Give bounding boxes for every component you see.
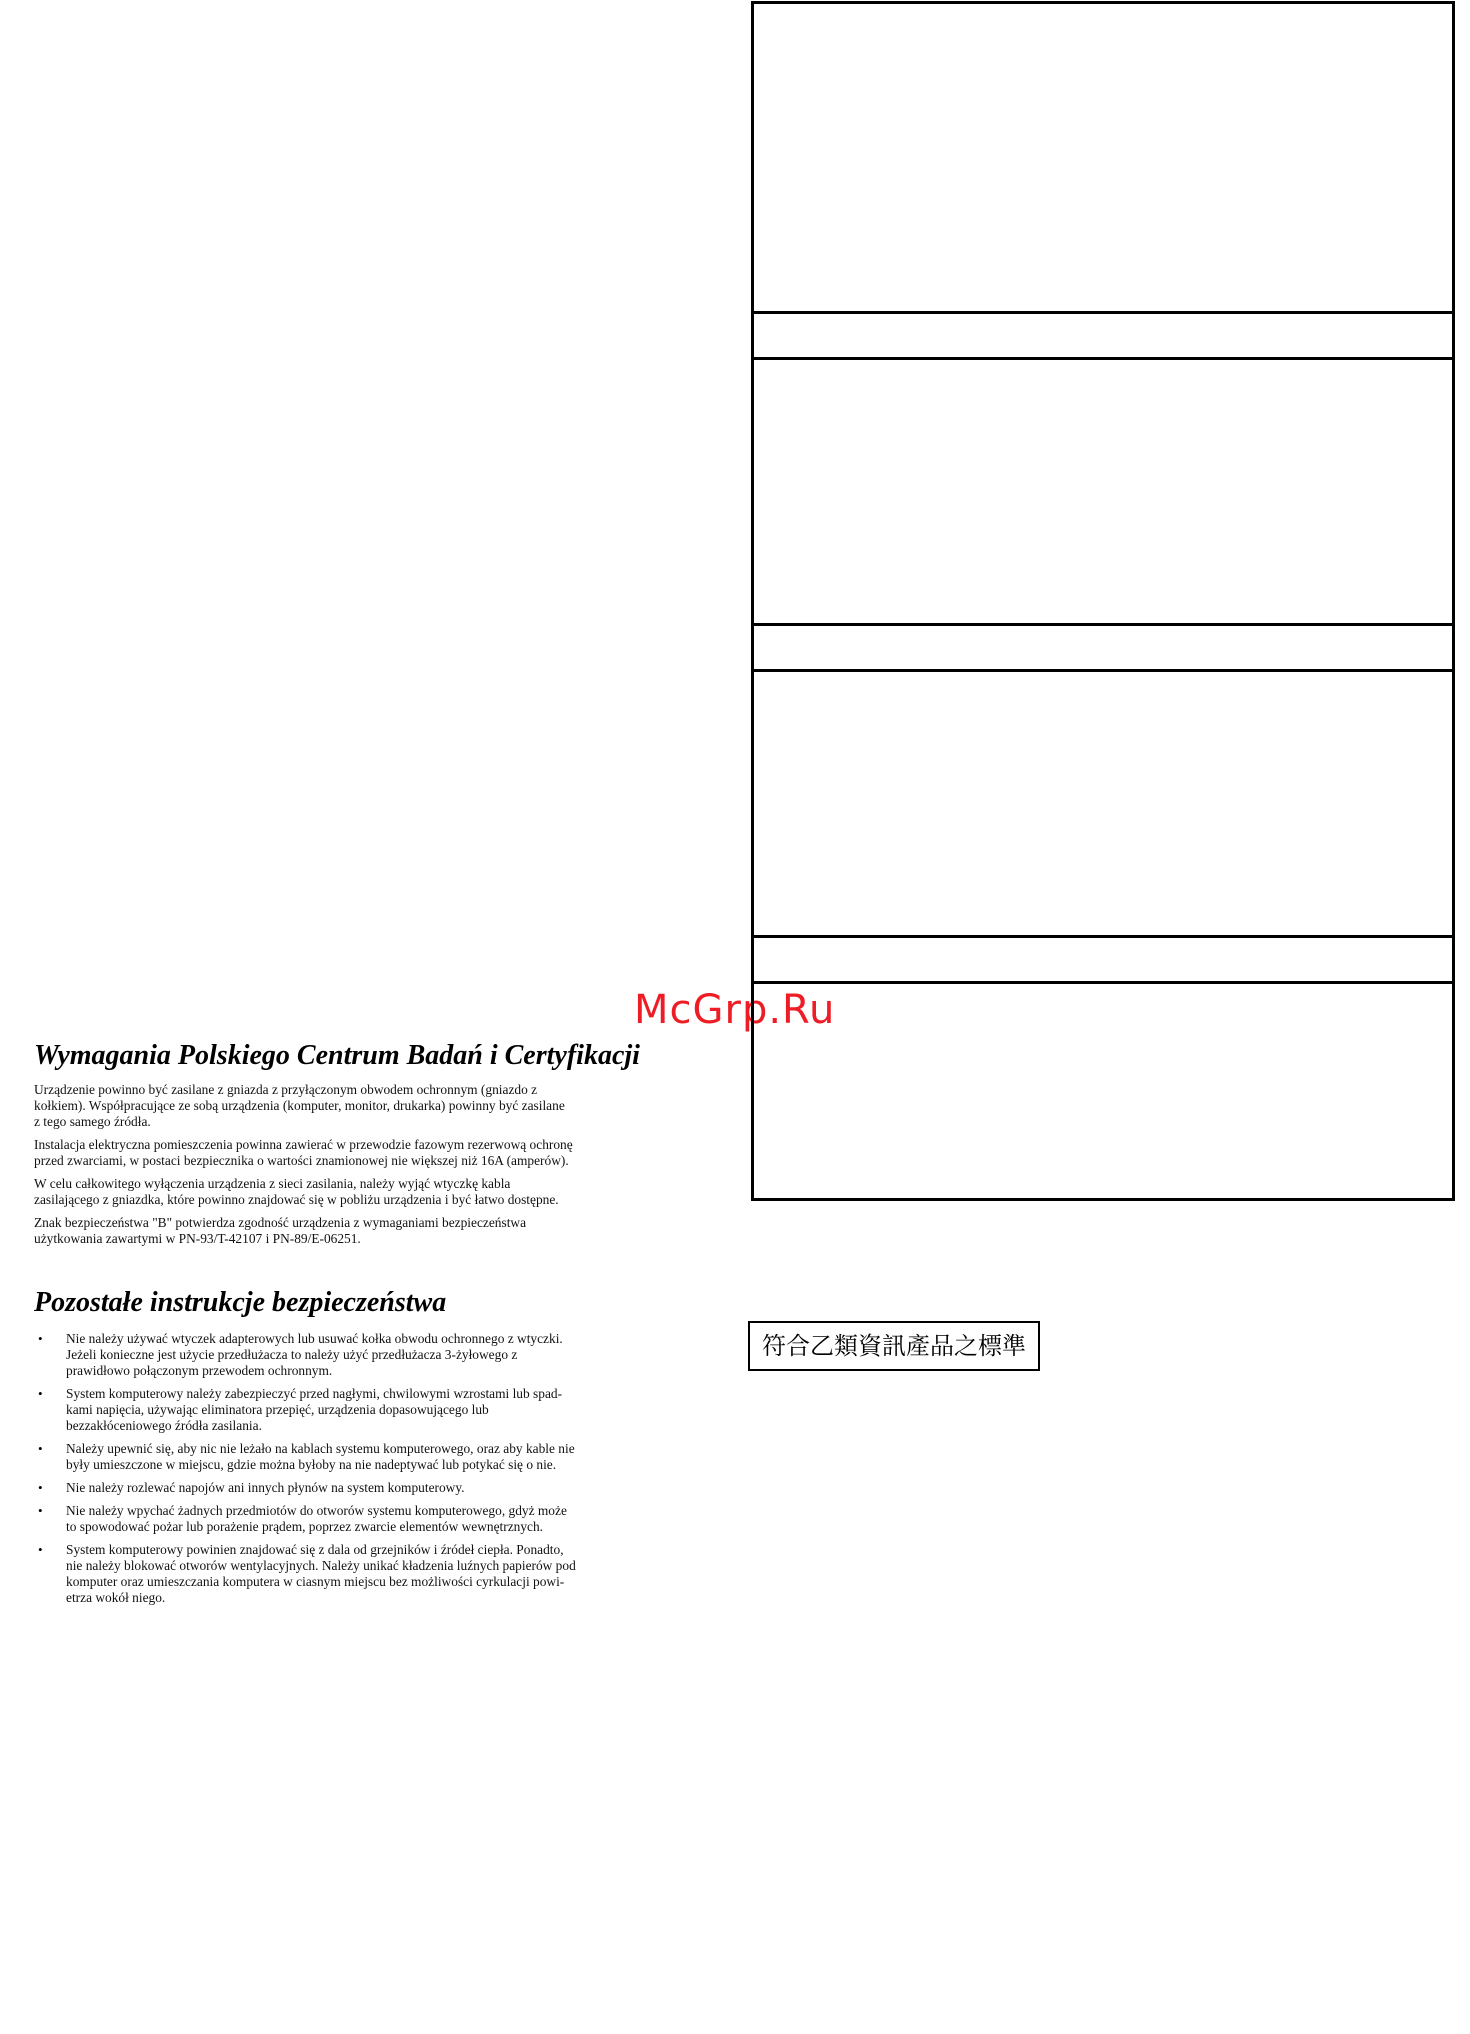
paragraph: W celu całkowitego wyłączenia urządzenia z sieci zasilania, należy wyjąć wtyczkę kabla zasilającego z gniazdka, które powinno znajdować się w pobliżu urządzenia i być łatwo dostępne.: [34, 1176, 559, 1207]
list-item: [34, 1386, 664, 1434]
list-item: [34, 1441, 664, 1473]
list-item-text: System komputerowy należy zabezpieczyć przed nagłymi, chwilowymi wzrostami lub spad- kami napięcia, używając eliminatora przepięć, urządzenia dopasowującego lub bezzakłóceniowego źródła zasilania.: [66, 1386, 563, 1433]
list-item: [34, 1331, 664, 1379]
list-item: [34, 1542, 664, 1606]
bullet-icon: •: [38, 1331, 43, 1346]
list-item: [34, 1480, 664, 1496]
left-column: [34, 1040, 664, 1606]
list-item-text: Nie należy wpychać żadnych przedmiotów do otworów systemu komputerowego, gdyż może to spowodować pożar lub porażenie prądem, poprzez zwarcie elementów wewnętrznych.: [66, 1503, 567, 1534]
table-divider: [754, 311, 1452, 314]
bullet-icon: •: [38, 1503, 43, 1518]
table-divider: [754, 669, 1452, 672]
class-b-compliance-label: 符合乙類資訊產品之標準: [748, 1321, 1040, 1371]
bullet-icon: •: [38, 1441, 43, 1456]
watermark-text: McGrp.Ru: [634, 987, 836, 1033]
bullet-icon: •: [38, 1480, 43, 1495]
section-heading-safety: Pozostałe instrukcje bezpieczeństwa: [34, 1287, 447, 1318]
list-item-text: Nie należy rozlewać napojów ani innych płynów na system komputerowy.: [66, 1480, 465, 1495]
bullet-icon: •: [38, 1542, 43, 1557]
list-item-text: Nie należy używać wtyczek adapterowych lub usuwać kołka obwodu ochronnego z wtyczki. Jeżeli konieczne jest użycie przedłużacza to należy użyć przedłużacza 3-żyłowego z prawidłowo połączonym przewodem ochronnym.: [66, 1331, 563, 1378]
paragraph: Urządzenie powinno być zasilane z gniazda z przyłączonym obwodem ochronnym (gniazdo z kołkiem). Współpracujące ze sobą urządzenia (komputer, monitor, drukarka) powinny być zasilane z tego samego źródła.: [34, 1082, 565, 1129]
table-divider: [754, 623, 1452, 626]
table-divider: [754, 935, 1452, 938]
list-item-text: Należy upewnić się, aby nic nie leżało na kablach systemu komputerowego, oraz aby kable nie były umieszczone w miejscu, gdzie można byłoby na nie nadeptywać lub potykać się o nie.: [66, 1441, 575, 1472]
table-divider: [754, 357, 1452, 360]
paragraph: Znak bezpieczeństwa "B" potwierdza zgodność urządzenia z wymaganiami bezpieczeństwa użytkowania zawartymi w PN-93/T-42107 i PN-89/E-06251.: [34, 1215, 527, 1246]
list-item-text: System komputerowy powinien znajdować się z dala od grzejników i źródeł ciepła. Ponadto, nie należy blokować otworów wentylacyjnych. Należy unikać kładzenia luźnych papierów pod komputer oraz umieszczania komputera w ciasnym miejscu bez możliwości cyrkulacji powi- etrza wokół niego.: [66, 1542, 576, 1605]
table-divider: [754, 981, 1452, 984]
safety-instructions-list: [34, 1331, 664, 1606]
blank-table-frame: [751, 1, 1455, 1201]
bullet-icon: •: [38, 1386, 43, 1401]
section-heading-pcbc: Wymagania Polskiego Centrum Badań i Certyfikacji: [34, 1040, 640, 1071]
list-item: [34, 1503, 664, 1535]
paragraph: Instalacja elektryczna pomieszczenia powinna zawierać w przewodzie fazowym rezerwową ochronę przed zwarciami, w postaci bezpiecznika o wartości znamionowej nie większej niż 16A (amperów).: [34, 1137, 573, 1168]
